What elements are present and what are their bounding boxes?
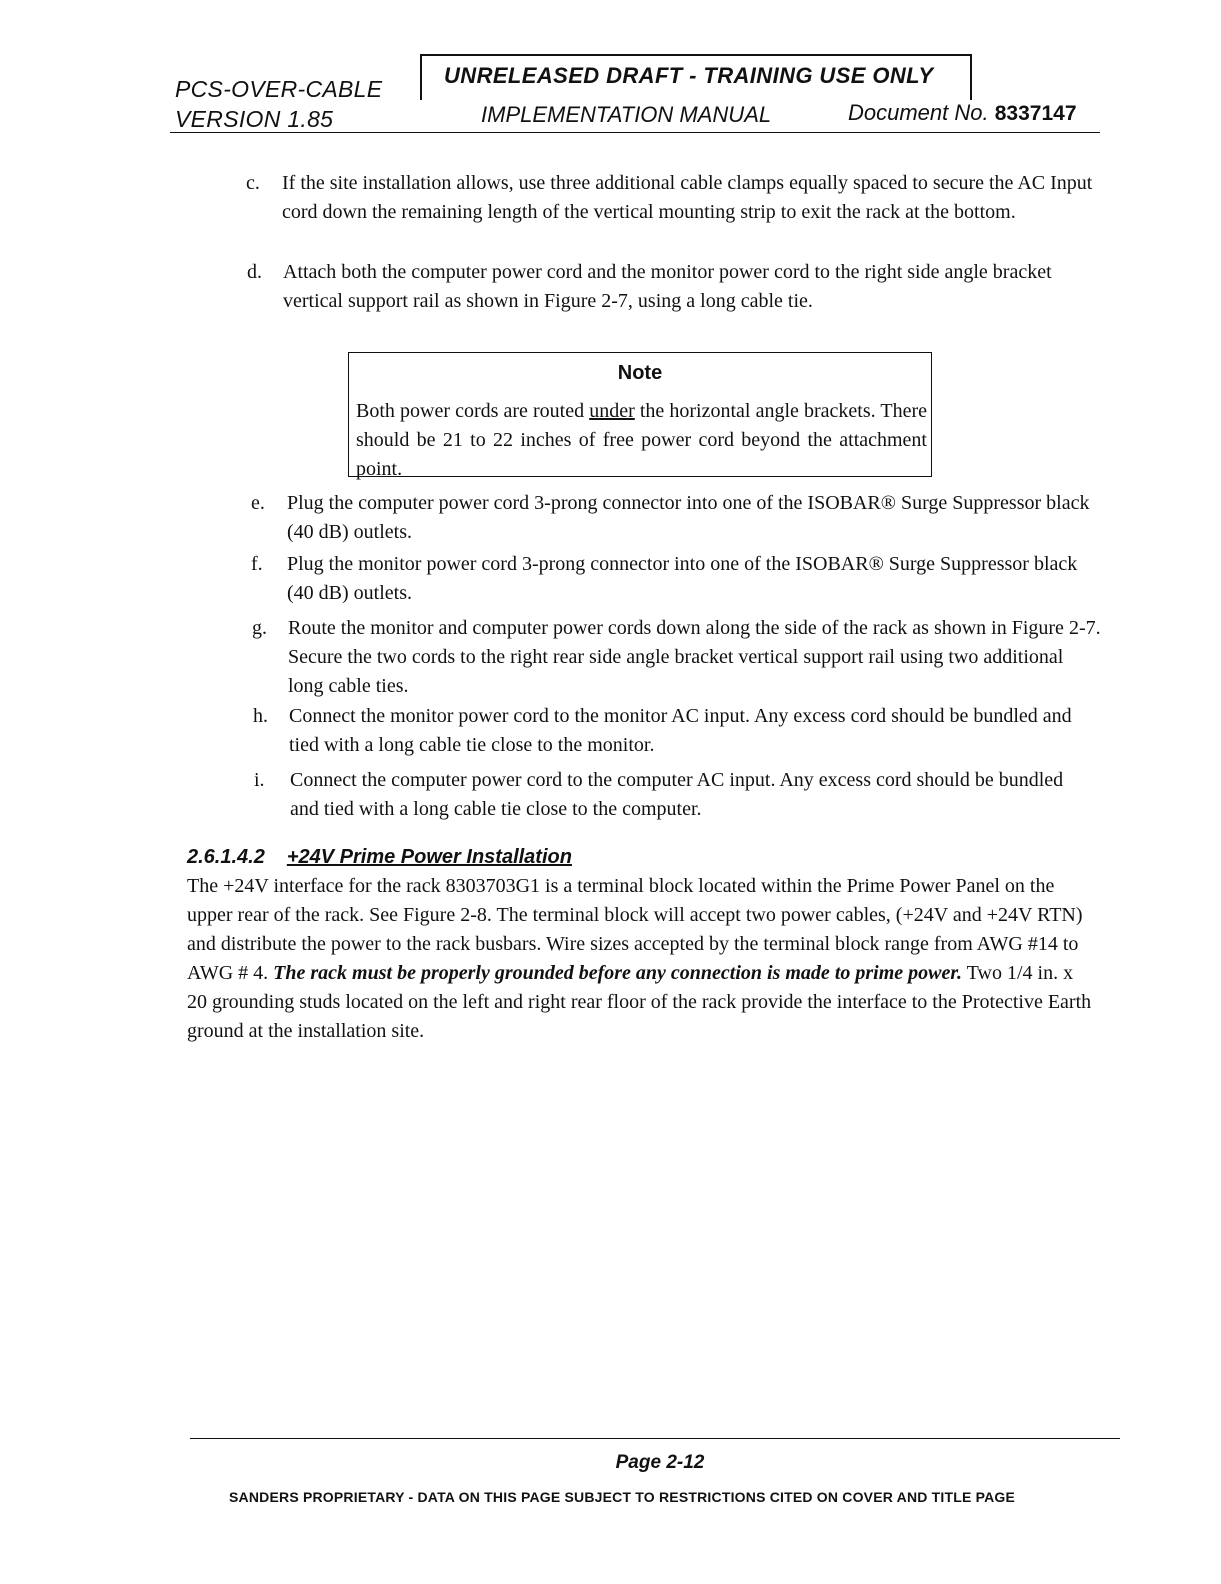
list-item-text: Connect the computer power cord to the computer AC input. Any excess cord should be bundled and tied with a long cable tie close to the computer. [290,769,1064,820]
list-item-marker: f. [251,553,263,575]
note-title: Note [617,362,663,384]
list-item-f [251,550,1102,608]
footer-rule [190,1438,1120,1439]
list-item-i [254,766,1080,824]
list-item-e [251,489,1102,547]
draft-banner-box [420,54,972,100]
list-item-marker: c. [246,172,260,194]
proprietary-notice: SANDERS PROPRIETARY - DATA ON THIS PAGE SUBJECT TO RESTRICTIONS CITED ON COVER AND TITLE PAGE [229,1489,1016,1505]
header-document-number [848,100,1077,126]
note-text-before: Both power cords are routed [356,400,590,422]
header-manual-title: IMPLEMENTATION MANUAL [481,102,772,127]
document-number: 8337147 [994,102,1077,125]
list-item-marker: i. [254,769,265,791]
list-item-d [247,258,1103,316]
page-number: Page 2-12 [615,1452,705,1473]
section-title: +24V Prime Power Installation [286,846,572,868]
note-text-underlined: under [589,400,635,422]
note-text [356,397,927,484]
header-product: PCS-OVER-CABLE [175,76,383,102]
list-item-g [252,614,1103,701]
list-item-marker: g. [252,617,267,639]
list-item-text: Connect the monitor power cord to the monitor AC input. Any excess cord should be bundled and tied with a long cable tie close to the monitor. [289,705,1072,756]
section-body-part1: The +24V interface for the rack 8303703G1 is a terminal block located within the Prime Power Panel on the upper rear of the rack. See Figure 2-8. The terminal block will accept two power cables, (+24V and +24V RTN) and distribute the power to the rack busbars. Wire sizes accepted by the terminal block range from AWG #14 to AWG # 4. [187,875,1083,984]
section-body [187,872,1092,1046]
section-body-emphasis: The rack must be properly grounded before any connection is made to prime power. [273,962,963,984]
header-rule [170,132,1100,133]
section-body-part2: Two 1/4 in. x 20 grounding studs located on the left and right rear floor of the rack provide the interface to the Protective Earth ground at the installation site. [187,962,1092,1042]
list-item-marker: d. [247,261,262,283]
section-number: 2.6.1.4.2 [187,846,265,868]
draft-banner: UNRELEASED DRAFT - TRAINING USE ONLY [444,63,934,88]
header-version: VERSION 1.85 [175,106,334,132]
list-item-marker: e. [251,492,265,514]
list-item-text: Plug the monitor power cord 3-prong connector into one of the ISOBAR® Surge Suppressor black (40 dB) outlets. [287,553,1078,604]
section-heading [187,846,572,869]
list-item-marker: h. [253,705,268,727]
document-label: Document No. [848,100,989,125]
list-item-text: Attach both the computer power cord and the monitor power cord to the right side angle bracket vertical support rail as shown in Figure 2-7, using a long cable tie. [283,261,1052,312]
note-box [348,352,932,480]
list-item-text: If the site installation allows, use three additional cable clamps equally spaced to secure the AC Input cord down the remaining length of the vertical mounting strip to exit the rack at the bottom. [282,172,1093,223]
note-text-after: the horizontal angle brackets. There should be 21 to 22 inches of free power cord beyond the attachment point. [356,400,927,480]
list-item-h [253,702,1104,760]
list-item-text: Plug the computer power cord 3-prong connector into one of the ISOBAR® Surge Suppressor black (40 dB) outlets. [287,492,1090,543]
list-item-c [246,169,1102,227]
list-item-text: Route the monitor and computer power cords down along the side of the rack as shown in Figure 2-7. Secure the two cords to the right rear side angle bracket vertical support rail using two additional long cable ties. [288,617,1101,697]
